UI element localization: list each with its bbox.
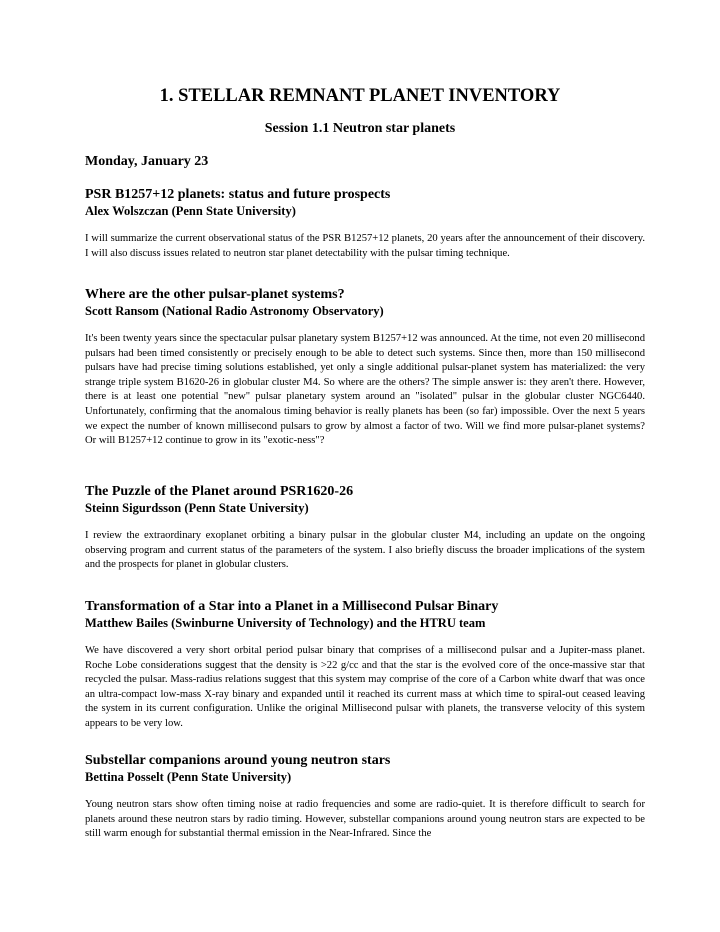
session-title: Session 1.1 Neutron star planets <box>264 121 456 136</box>
talk-abstract: I review the extraordinary exoplanet orbiting a binary pulsar in the globular cluster M4, including an update on the ongoing observing program and current status of the parameters of the system. I also briefly discuss the broader implications of the system and the prospects for planet in globular clusters. <box>85 530 645 571</box>
talk-author: Alex Wolszczan (Penn State University) <box>85 204 296 218</box>
talk-title: Transformation of a Star into a Planet in a Millisecond Pulsar Binary <box>85 599 499 614</box>
talk-author: Scott Ransom (National Radio Astronomy Observatory) <box>85 304 384 318</box>
talk-title: PSR B1257+12 planets: status and future prospects <box>85 187 391 202</box>
talk-4 <box>85 598 645 732</box>
talk-abstract: I will summarize the current observational status of the PSR B1257+12 planets, 20 years after the announcement of their discovery. I will also discuss issues related to neutron star planet detectability with the pulsar timing technique. <box>85 233 645 259</box>
talk-abstract: We have discovered a very short orbital period pulsar binary that comprises of a millisecond pulsar and a Jupiter-mass planet. Roche Lobe considerations suggest that the density is >22 g/cc and that the star is the evolved core of the once-massive star that recycled the pulsar. Mass-radius relations suggest that this system may comprise of the core of a Carbon white dwarf that was once an ultra-compact low-mass X-ray binary and expanded until it reached its current mass at which time to spiral-out ceased leaving the system in its current configuration. Unlike the original Millisecond pulsar with planets, the transverse velocity of this system appears to be very low. <box>85 645 645 729</box>
talk-title: Substellar companions around young neutron stars <box>85 753 391 768</box>
talk-2 <box>85 286 645 449</box>
talk-abstract: Young neutron stars show often timing noise at radio frequencies and some are radio-quiet. It is therefore difficult to search for planets around these neutron stars by radio timing. However, substellar companions around young neutron stars are expected to be still warm enough for substantial thermal emission in the Near-Infrared. Since the <box>85 799 645 840</box>
talk-abstract: It's been twenty years since the spectacular pulsar planetary system B1257+12 was announced. At the time, not even 20 millisecond pulsars had been timed consistently or precisely enough to be able to detect such systems. Since then, more than 150 millisecond pulsars have had precise timing solutions established, yet only a single additional pulsar-planet system has materialized: the very strange triple system B1620-26 in globular cluster M4. So where are the others? The simple answer is: they aren't there. However, there is at least one potential "new" pulsar planetary system around an "isolated" pulsar in the globular cluster NGC6440. Unfortunately, confirming that the anomalous timing behavior is really planets has been (so far) impossible. Over the next 5 years we expect the number of known millisecond pulsars to grow by almost a factor of two. Will we find more pulsar-planet systems? Or will B1257+12 continue to grow in its "exotic-ness"? <box>85 333 645 447</box>
talk-author: Matthew Bailes (Swinburne University of Technology) and the HTRU team <box>85 616 486 630</box>
talk-author: Steinn Sigurdsson (Penn State University) <box>85 501 309 515</box>
chapter-title: 1. STELLAR REMNANT PLANET INVENTORY <box>159 86 561 106</box>
session-date: Monday, January 23 <box>85 154 209 169</box>
talk-title: Where are the other pulsar-planet systems? <box>85 287 345 302</box>
talk-3 <box>85 483 645 573</box>
talk-1 <box>85 186 645 261</box>
talk-author: Bettina Posselt (Penn State University) <box>85 770 292 784</box>
talk-title: The Puzzle of the Planet around PSR1620-26 <box>85 484 354 499</box>
talk-5 <box>85 752 645 842</box>
